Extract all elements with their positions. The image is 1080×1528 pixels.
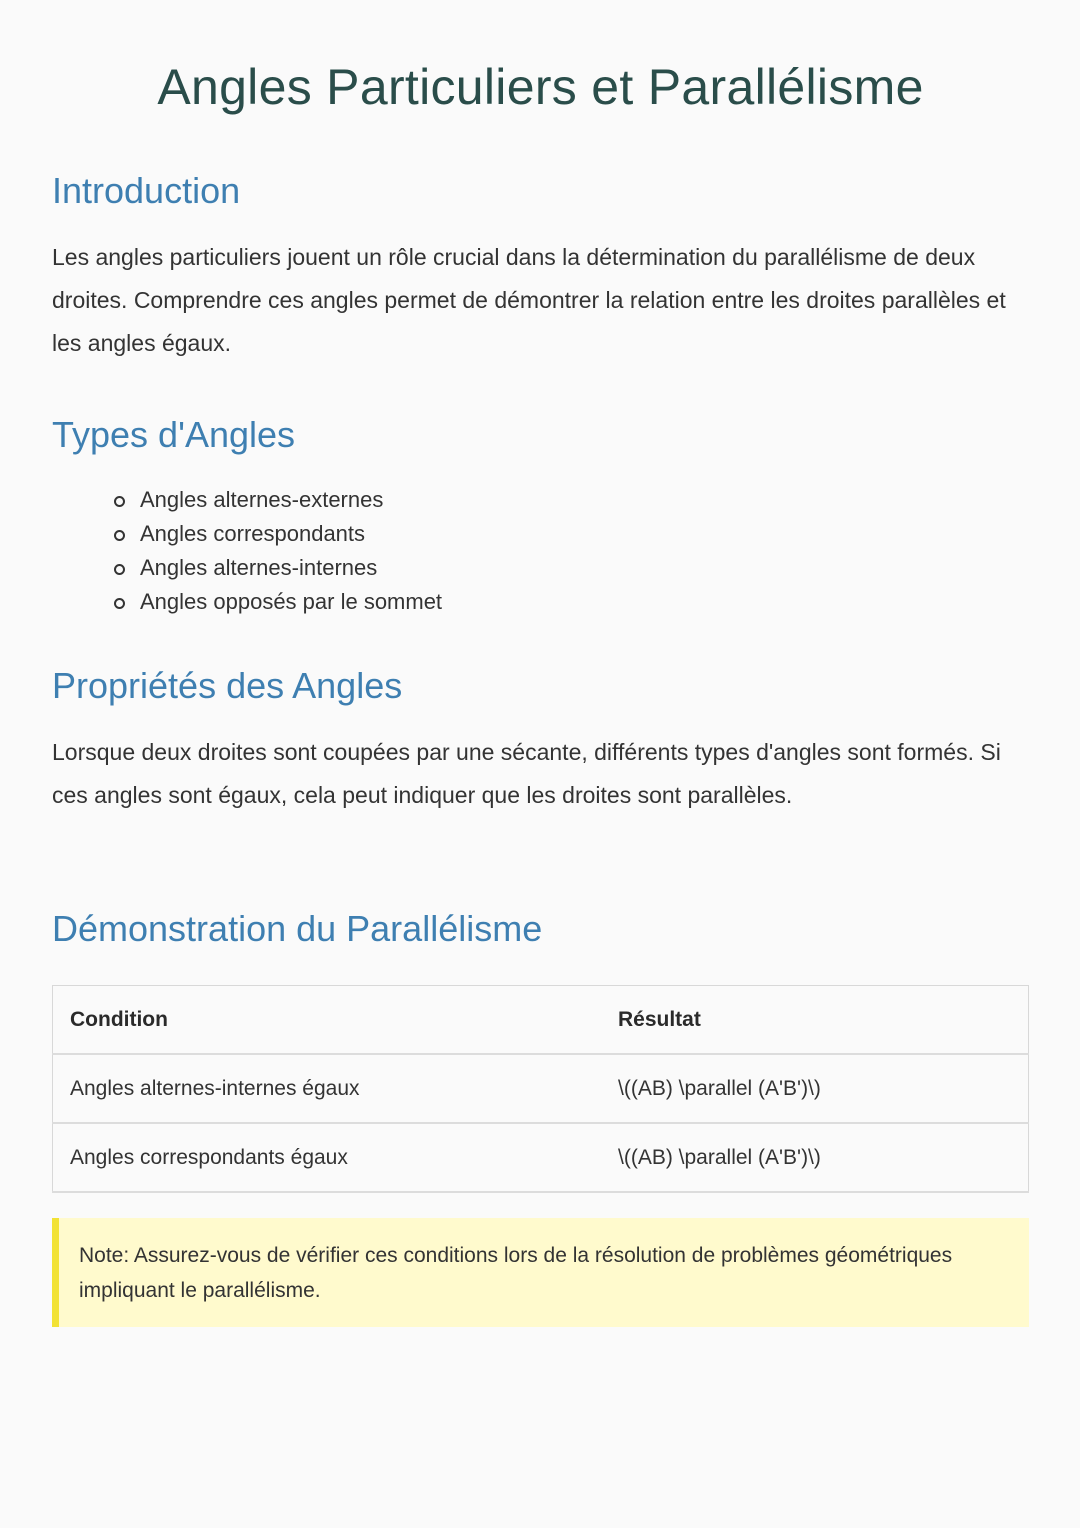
column-header-result: Résultat [601,986,1029,1055]
heading-properties: Propriétés des Angles [52,665,403,706]
properties-paragraph: Lorsque deux droites sont coupées par une sécante, différents types d'angles sont formés. Si ces angles sont égaux, cela peut indiquer que les droites sont parallèles. [52,739,1001,808]
table-cell: \((AB) \parallel (A'B')\) [601,1054,1029,1123]
column-header-condition: Condition [53,986,602,1055]
note-callout [52,1218,1029,1327]
heading-introduction: Introduction [52,170,241,211]
list-item: Angles opposés par le sommet [112,585,442,619]
page-title: Angles Particuliers et Parallélisme [157,59,924,115]
table-cell: Angles alternes-internes égaux [53,1054,602,1123]
table-header-row [53,986,1029,1055]
table-cell: \((AB) \parallel (A'B')\) [601,1123,1029,1192]
list-item: Angles alternes-externes [112,483,442,517]
demonstration-table [52,985,1029,1193]
list-item: Angles alternes-internes [112,551,442,585]
table-cell: Angles correspondants égaux [53,1123,602,1192]
table-row [53,1054,1029,1123]
heading-demonstration: Démonstration du Parallélisme [52,908,543,949]
list-item: Angles correspondants [112,517,442,551]
angle-types-list [112,483,442,619]
note-text: Note: Assurez-vous de vérifier ces conditions lors de la résolution de problèmes géométriques impliquant le parallélisme. [79,1244,953,1302]
intro-paragraph: Les angles particuliers jouent un rôle crucial dans la détermination du parallélisme de deux droites. Comprendre ces angles permet de démontrer la relation entre les droites parallèles et les angles égaux. [52,244,1006,356]
heading-types: Types d'Angles [52,414,296,455]
table-row [53,1123,1029,1192]
